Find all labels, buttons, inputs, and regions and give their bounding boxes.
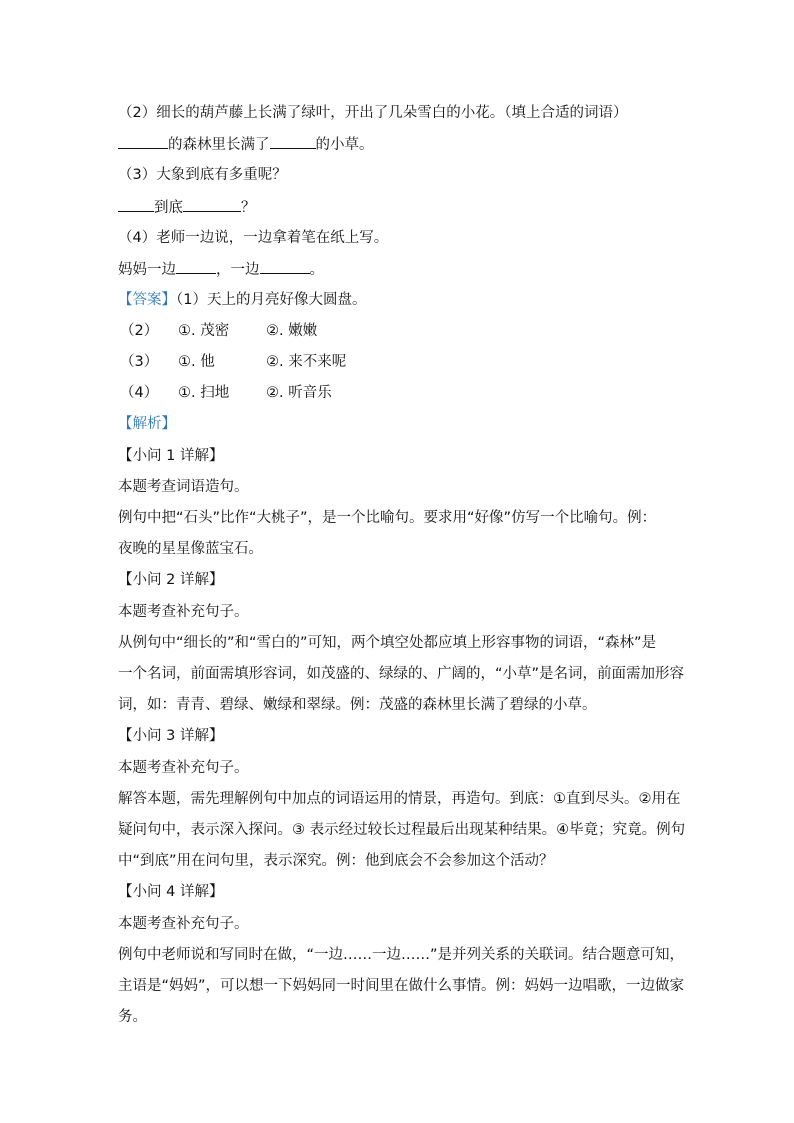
analysis-text: 务。: [118, 1009, 147, 1025]
answer-blank[interactable]: [118, 197, 154, 212]
answer-option-2: ②. 来不来呢: [266, 354, 347, 370]
answer-blank[interactable]: [118, 134, 168, 149]
answer-row: [120, 352, 346, 372]
analysis-text: 主语是“妈妈”，可以想一下妈妈同一时间里在做什么事情。例：妈妈一边唱歌，一边做家: [118, 978, 685, 994]
analysis-text: 本题考查补充句子。: [118, 916, 249, 932]
answer-row: [120, 321, 317, 341]
q3-fill-line: [118, 197, 256, 218]
analysis-text: 本题考查补充句子。: [118, 760, 249, 776]
analysis-subheading: 【小问 2 详解】: [118, 572, 224, 588]
analysis-text: 中“到底”用在问句里，表示深究。例：他到底会不会参加这个活动？: [118, 853, 554, 869]
analysis-text: 夜晚的星星像蓝宝石。: [118, 541, 263, 557]
analysis-text: 词，如：青青、碧绿、嫩绿和翠绿。例：茂盛的森林里长满了碧绿的小草。: [118, 697, 597, 713]
answer-blank[interactable]: [183, 197, 241, 212]
answer-blank[interactable]: [260, 259, 310, 274]
analysis-subheading: 【小问 4 详解】: [118, 884, 224, 900]
q4-fill-text-b: ，一边: [216, 262, 260, 278]
answer-option-2: ②. 听音乐: [266, 385, 332, 401]
answer-option-1: ①. 他: [178, 354, 215, 370]
analysis-text: 解答本题，需先理解例句中加点的词语运用的情景，再造句。到底：①直到尽头。②用在: [118, 791, 681, 807]
analysis-text: 例句中把“石头”比作“大桃子”，是一个比喻句。要求用“好像”仿写一个比喻句。例：: [118, 510, 657, 526]
q4-fill-text-a: 妈妈一边: [118, 262, 176, 278]
analysis-text: 从例句中“细长的”和“雪白的”可知，两个填空处都应填上形容事物的词语，“森林”是: [118, 635, 657, 651]
q2-prompt: （2）细长的葫芦藤上长满了绿叶，开出了几朵雪白的小花。（填上合适的词语）: [118, 105, 628, 121]
analysis-label: 【解析】: [118, 416, 176, 432]
analysis-text: 例句中老师说和写同时在做，“一边……一边……”是并列关系的关联词。结合题意可知，: [118, 947, 685, 963]
q3-fill-text-b: ？: [241, 200, 256, 216]
answer-option-1: ①. 茂密: [178, 323, 230, 339]
answer-row-number: （4）: [120, 385, 159, 401]
q2-fill-text-b: 的小草。: [315, 137, 374, 153]
answer-option-2: ②. 嫩嫩: [266, 323, 318, 339]
answer-blank[interactable]: [270, 134, 316, 149]
answer-first: （1）天上的月亮好像大圆盘。: [176, 292, 367, 308]
analysis-text: 疑问句中，表示深入探问。③ 表示经过较长过程最后出现某种结果。④毕竟；究竟。例句: [118, 822, 686, 838]
q2-fill-text-a: 的森林里长满了: [168, 137, 270, 153]
analysis-text: 本题考查补充句子。: [118, 604, 249, 620]
q3-fill-text-a: 到底: [154, 200, 183, 216]
q2-fill-line: [118, 134, 374, 155]
analysis-text: 一个名词，前面需填形容词，如茂盛的、绿绿的、广阔的，“小草”是名词，前面需加形容: [118, 666, 685, 682]
analysis-text: 本题考查词语造句。: [118, 479, 249, 495]
answer-row: [120, 383, 332, 403]
answer-row-number: （2）: [120, 323, 159, 339]
q4-prompt: （4）老师一边说，一边拿着笔在纸上写。: [118, 230, 389, 246]
analysis-subheading: 【小问 1 详解】: [118, 448, 224, 464]
analysis-subheading: 【小问 3 详解】: [118, 728, 224, 744]
q3-prompt: （3）大象到底有多重呢？: [118, 167, 287, 183]
q4-fill-text-c: 。: [309, 262, 324, 278]
answer-heading-line: [118, 290, 366, 310]
answer-blank[interactable]: [176, 259, 216, 274]
q4-fill-line: [118, 259, 324, 280]
answer-row-number: （3）: [120, 354, 159, 370]
answer-label: 【答案】: [118, 292, 176, 308]
answer-option-1: ①. 扫地: [178, 385, 230, 401]
